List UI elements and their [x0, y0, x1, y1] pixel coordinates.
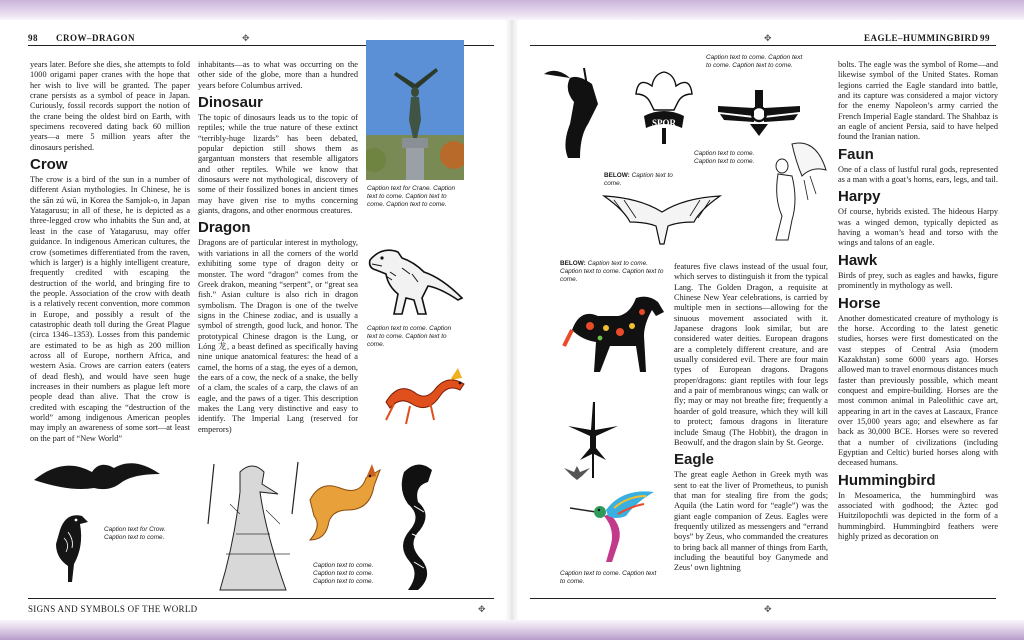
- horse-caption: [560, 260, 670, 284]
- ornament-icon: ✥: [764, 33, 772, 43]
- below-caption: [604, 172, 684, 188]
- plague-figure-illustration: [200, 454, 304, 594]
- faravahar-symbol: [716, 82, 802, 138]
- below-caption-text: Caption text to come.: [604, 172, 673, 187]
- book-gutter: [505, 20, 519, 620]
- dinosaur-illustration: [362, 238, 466, 318]
- hummingbird-illustration: [566, 486, 660, 564]
- faun-heading: Faun: [838, 145, 874, 163]
- folk-art-horse-illustration: [560, 290, 672, 386]
- right-running-title: EAGLE–HUMMINGBIRD: [864, 33, 979, 43]
- crow-caption: Caption text for Crow. Caption text to come.: [104, 526, 166, 541]
- footer-rule: [28, 598, 494, 599]
- dragon-text: Dragons are of particular interest in mythology, with variations in all the corners of the world exhibiting some type of dragon deity or monster. The word “dragon” comes from the Greek drakon, meaning “serpent”, or “great sea fish.” Asian culture is also rich in dragon symbolism. The Dragon is one of the twelve signs in the Chinese zodiac, and is usually a symbol of strength, good luck, and honor. The prototypical Chinese dragon is the Lung, or Lóng 龙, a beast defined as specifically having nine unique anatomical features: the head of a camel, the horns of a stag, the eyes of a demon, the ears of a cow, the neck of a snake, the belly of a clam, the scales of a carp, the claws of an eagle, and the paws of a tiger. This description makes the Lang very distinctive and easy to identify. The Imperial Lang (reserved for emperors): [198, 238, 358, 434]
- right-column-2: [838, 60, 998, 596]
- dinosaur-text: The topic of dinosaurs leads us to the topic of reptiles; while the true nature of these extinct “terribly-huge lizards” has been debated, popular depiction still shows them as gargantuan monsters that resemble alligators and other reptiles. While we know that dinosaurs were not mythological, discovery of some of their fossilized bones in ancient times may have given rise to myths concerning giants, dragons, and other enormous creatures.: [198, 113, 358, 216]
- horse-text: Another domesticated creature of mythology is the horse. According to the latest genetic studies, horses were first domesticated on the vast steppes of Central Asia (modern Kazakhstan) some 6000 years ago. Horses allowed man to travel enormous distances much faster than previously possible, which meant conquest and empire-building. Horses are the most common animal in Paleolithic cave art, appearing in art in the caves at Lascaux, France over 15,000 years ago; and elsewhere as far back as 30,000 BCE. Horses were so revered that a number of civilizations (including Egyptian and Celtic) buried horses along with deceased humans.: [838, 313, 998, 468]
- winged-emblem-icon: [562, 462, 592, 482]
- mid-caption: Caption text to come. Caption text to come.: [694, 150, 755, 165]
- dragon-heading: Dragon: [198, 219, 251, 237]
- dinosaur-heading: Dinosaur: [198, 94, 264, 112]
- right-page-number: 99: [980, 33, 990, 43]
- crow-text: The crow is a bird of the sun in a number of different Asian mythologies. In Chinese, he is the sān zú wū, in Korea the Samjok-o, in Japan Yatagarusu; in all of these, he is depicted as a three-legged crow who inhabits the Sun and, at least in the case of Yatagarusu, may offer guidance. In indigenous American cultures, the crow (sometimes differentiated from the raven, which is larger) is a highly intelligent creature, frequently credited with escaping the destruction of the world, and bringing fire to the people. Association of the crow with death is a relatively recent convention, more common in Europe, and possibly a result of the catastrophic death toll during the Great Plague (circa 1346–1353). Losses from this pandemic are estimated to be as high as 200 million across all of Europe, northern Africa, and western Asia. Crows are carrion eaters (eaters of dead flesh), and would have seen huge increases in their numbers as plague left more people dead than alive. That the crow is credited with escaping the “destruction of the world” among indigenous American peoples may imply an awareness of some sort—at least on the part of “New World”: [30, 175, 190, 443]
- footer-rule: [530, 598, 996, 599]
- crane-caption: Caption text for Crane. Caption text to come. Caption text to come. Caption text to come.: [367, 185, 456, 208]
- crow-continued-text: inhabitants—as to what was occurring on the other side of the globe, more than a hundred years before Columbus arrived.: [198, 60, 358, 90]
- crane-continued-text: years later. Before she dies, she attempts to fold 1000 origami paper cranes with the hope that her wish to live will be granted. The paper crane persists as a symbol of peace in Japan. Curiously, fossil records support the notion of the crane being the oldest bird on Earth, with specimens recovered dating back 60 million years—a mere 5 million years after the dinosaurs perished.: [30, 60, 190, 152]
- horse-caption-text: Caption text to come. Caption text to come. Caption text to come.: [560, 260, 664, 283]
- eagle-heading: Eagle: [674, 451, 715, 469]
- spread-eagle-illustration: [600, 192, 724, 248]
- crane-statue-photo: [366, 40, 464, 180]
- left-running-title: CROW–DRAGON: [56, 33, 135, 43]
- hawk-heading: Hawk: [838, 251, 878, 269]
- ornament-icon: ✥: [242, 33, 250, 43]
- eagle-text: The great eagle Aethon in Greek myth was sent to eat the liver of Prometheus, to punish that man for stealing fire from the gods; Aquila (the Latin word for “eagle”) was the giant eagle companion of Zeus. Eagles were frequently utilized as messengers and “errand boys” by Zeus, who commanded the creatures to bring back all manner of things from Earth, including the beautiful boy Ganymede and Zeus’ own lightning: [674, 470, 828, 573]
- harpy-text: Of course, hybrids existed. The hideous Harpy was a winged demon, typically depicted as having a woman’s head and torso with the wings and talons of an eagle.: [838, 207, 998, 248]
- eagle-warrior-illustration: [540, 64, 606, 160]
- spqr-eagle-emblem: [634, 66, 694, 146]
- hummingbird-caption: Caption text to come. Caption text to come.: [560, 570, 657, 585]
- ornament-icon: ✥: [478, 604, 486, 614]
- footer-book-title: SIGNS AND SYMBOLS OF THE WORLD: [28, 604, 198, 614]
- harpy-illustration: [752, 140, 832, 246]
- left-column-2: [198, 60, 358, 444]
- harpy-heading: Harpy: [838, 188, 881, 206]
- header-rule: [530, 45, 996, 46]
- eagle-continued-text: bolts. The eagle was the symbol of Rome—and likewise symbol of the United States. Roman legions carried the Eagle standard into battle, and its capture was considered a major victory for the enemy Napoleon’s army carried the French Imperial Eagle standard. The Shahbaz is an eagle of ancient Persia, said to have helped found the Iranian nation.: [838, 60, 998, 142]
- dragon-continued-text: features five claws instead of the usual four, which serves to distinguish it from the typical Lang. The Golden Dragon, a requisite at Chinese New Year celebrations, is carried by multiple men in sections—allowing for the sinuous movement associated with it. Japanese dragons look similar, but are considered water deities. European dragons are a completely different creature, and are usually considered evil. There are four main types of European dragons. Dragons proper/dragons: giant reptiles with four legs and a pair of membranous wings; can walk or fly; may or may not breathe fire; frequently a hoarder of gold treasure, which they will kill to protect; famous dragons in literature include Smaug (The Hobbit), the dragon in Beowulf, and the dragon slain by St. George.: [674, 262, 828, 447]
- ornament-icon: ✥: [764, 604, 772, 614]
- faun-text: One of a class of lustful rural gods, represented as a man with a goat’s horns, ears, legs, and tail.: [838, 164, 998, 185]
- dragon-caption: Caption text to come. Caption text to come. Caption text to come.: [313, 562, 374, 585]
- hummingbird-text: In Mesoamerica, the hummingbird was associated with godhood; the Aztec god Huitzilopochtli was depicted in the form of a hummingbird. Hummingbird feathers were highly prized as decoration on: [838, 490, 998, 542]
- below-label: BELOW:: [604, 172, 630, 179]
- right-column-1: [674, 262, 828, 596]
- hummingbird-heading: Hummingbird: [838, 471, 936, 489]
- chinese-dragon-illustration: [380, 362, 470, 432]
- hawk-text: Birds of prey, such as eagles and hawks, figure prominently in mythology as well.: [838, 270, 998, 291]
- horse-heading: Horse: [838, 294, 881, 312]
- golden-dragon-illustration: [300, 460, 386, 546]
- dinosaur-caption: Caption text to come. Caption text to come. Caption text to come.: [367, 325, 452, 348]
- left-page-number: 98: [28, 33, 38, 43]
- crow-heading: Crow: [30, 156, 68, 174]
- spqr-text: SPQR: [651, 118, 677, 128]
- left-column-1: [30, 60, 190, 444]
- serpent-dragon-illustration: [384, 452, 454, 594]
- crow-illustration: [30, 452, 164, 590]
- right-top-caption: Caption text to come. Caption text to come. Caption text to come.: [706, 54, 803, 69]
- horse-caption-label: BELOW:: [560, 260, 586, 267]
